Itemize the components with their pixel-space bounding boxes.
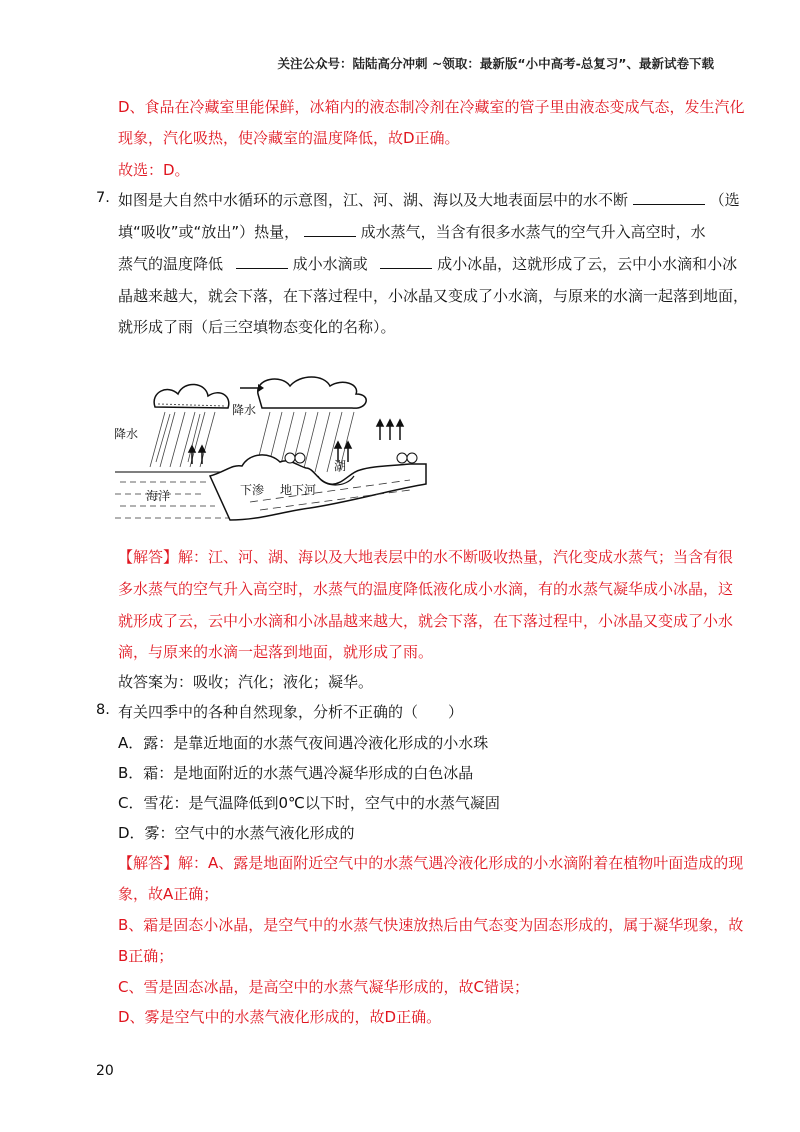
question-7-text: 蒸气的温度降低 xyxy=(118,255,224,273)
answer-blank-1[interactable] xyxy=(633,190,705,205)
label-underground-river: 地下河 xyxy=(280,483,317,497)
answer-blank-3[interactable] xyxy=(236,254,288,269)
question-7-line-4: 晶越来越大，就会下落，在下落过程中，小冰晶又变成了小水滴，与原来的水滴一起落到地面， xyxy=(118,287,749,305)
label-lake: 湖 xyxy=(334,459,347,473)
question-8-option-a[interactable]: A．露：是靠近地面的水蒸气夜间遇冷液化形成的小水珠 xyxy=(118,734,489,752)
page-header: 关注公众号：陆陆高分冲刺 ~领取：最新版“小中高考-总复习”、最新试卷下载 xyxy=(277,56,714,71)
question-7-line-3 xyxy=(118,254,737,274)
cloud-left xyxy=(154,384,229,408)
rain-left xyxy=(150,412,215,467)
question-7-answer-line-4: 滴，与原来的水滴一起落到地面，就形成了雨。 xyxy=(118,643,434,661)
question-8-option-d[interactable]: D．雾：空气中的水蒸气液化形成的 xyxy=(118,824,355,842)
prev-answer-choice: 故选：D。 xyxy=(118,161,190,179)
trees-icon xyxy=(285,453,417,463)
question-7-answer-line-2: 多水蒸气的空气升入高空时，水蒸气的温度降低液化成小水滴，有的水蒸气凝华成小冰晶，这 xyxy=(118,580,734,598)
question-7-answer-line-3: 就形成了云，云中小水滴和小冰晶越来越大，就会下落，在下落过程中，小冰晶又变成了小水 xyxy=(118,612,734,630)
prev-answer-line-1: D、食品在冷藏室里能保鲜，冰箱内的液态制冷剂在冷藏室的管子里由液态变成气态，发生汽化 xyxy=(118,98,745,116)
question-8-number: 8. xyxy=(96,702,110,718)
label-rain-left: 降水 xyxy=(114,427,139,441)
label-rain-right: 降水 xyxy=(232,403,257,417)
cloud-right xyxy=(258,377,366,408)
question-7-text: 成小冰晶，这就形成了云，云中小水滴和小冰 xyxy=(437,255,738,273)
question-7-text: 填“吸收”或“放出”）热量， xyxy=(118,223,300,241)
question-7-text: 成小水滴或 xyxy=(292,255,368,273)
question-7-number: 7. xyxy=(96,190,110,206)
prev-answer-line-2: 现象，汽化吸热，使冷藏室的温度降低，故D正确。 xyxy=(118,129,460,147)
answer-blank-2[interactable] xyxy=(304,222,356,237)
question-8-answer-line-2: 象，故A正确； xyxy=(118,885,219,903)
question-8-option-c[interactable]: C．雪花：是气温降低到0℃以下时，空气中的水蒸气凝固 xyxy=(118,794,500,812)
label-infiltration: 下渗 xyxy=(240,483,265,497)
question-8-answer-line-1: 【解答】解：A、露是地面附近空气中的水蒸气遇冷液化形成的小水滴附着在植物叶面造成的现 xyxy=(118,854,744,872)
question-7-line-2 xyxy=(118,222,706,242)
question-7-line-1 xyxy=(118,190,740,210)
question-7-line-5: 就形成了雨（后三空填物态变化的名称）。 xyxy=(118,318,396,336)
question-7-text: 如图是大自然中水循环的示意图，江、河、湖、海以及大地表面层中的水不断 xyxy=(118,191,629,209)
page-number: 20 xyxy=(96,1063,114,1079)
answer-blank-4[interactable] xyxy=(380,254,432,269)
question-8-answer-line-6: D、雾是空气中的水蒸气液化形成的，故D正确。 xyxy=(118,1008,442,1026)
question-8-answer-line-4: B正确； xyxy=(118,947,174,965)
question-7-final-answer: 故答案为：吸收；汽化；液化；凝华。 xyxy=(118,673,374,691)
question-7-answer-line-1: 【解答】解：江、河、湖、海以及大地表层中的水不断吸收热量，汽化变成水蒸气；当含有很 xyxy=(118,548,734,566)
question-8-answer-line-5: C、雪是固态冰晶，是高空中的水蒸气凝华形成的，故C错误； xyxy=(118,978,529,996)
question-8-option-b[interactable]: B．霜：是地面附近的水蒸气遇冷凝华形成的白色冰晶 xyxy=(118,764,474,782)
question-7-text: （选 xyxy=(709,191,740,209)
question-8-stem: 有关四季中的各种自然现象，分析不正确的（ ） xyxy=(118,703,464,721)
water-cycle-diagram xyxy=(110,372,430,532)
question-7-text: 成水蒸气，当含有很多水蒸气的空气升入高空时，水 xyxy=(360,223,706,241)
question-8-answer-line-3: B、霜是固态小冰晶，是空气中的水蒸气快速放热后由气态变为固态形成的，属于凝华现象，故 xyxy=(118,916,744,934)
label-ocean: 海洋 xyxy=(146,489,171,503)
